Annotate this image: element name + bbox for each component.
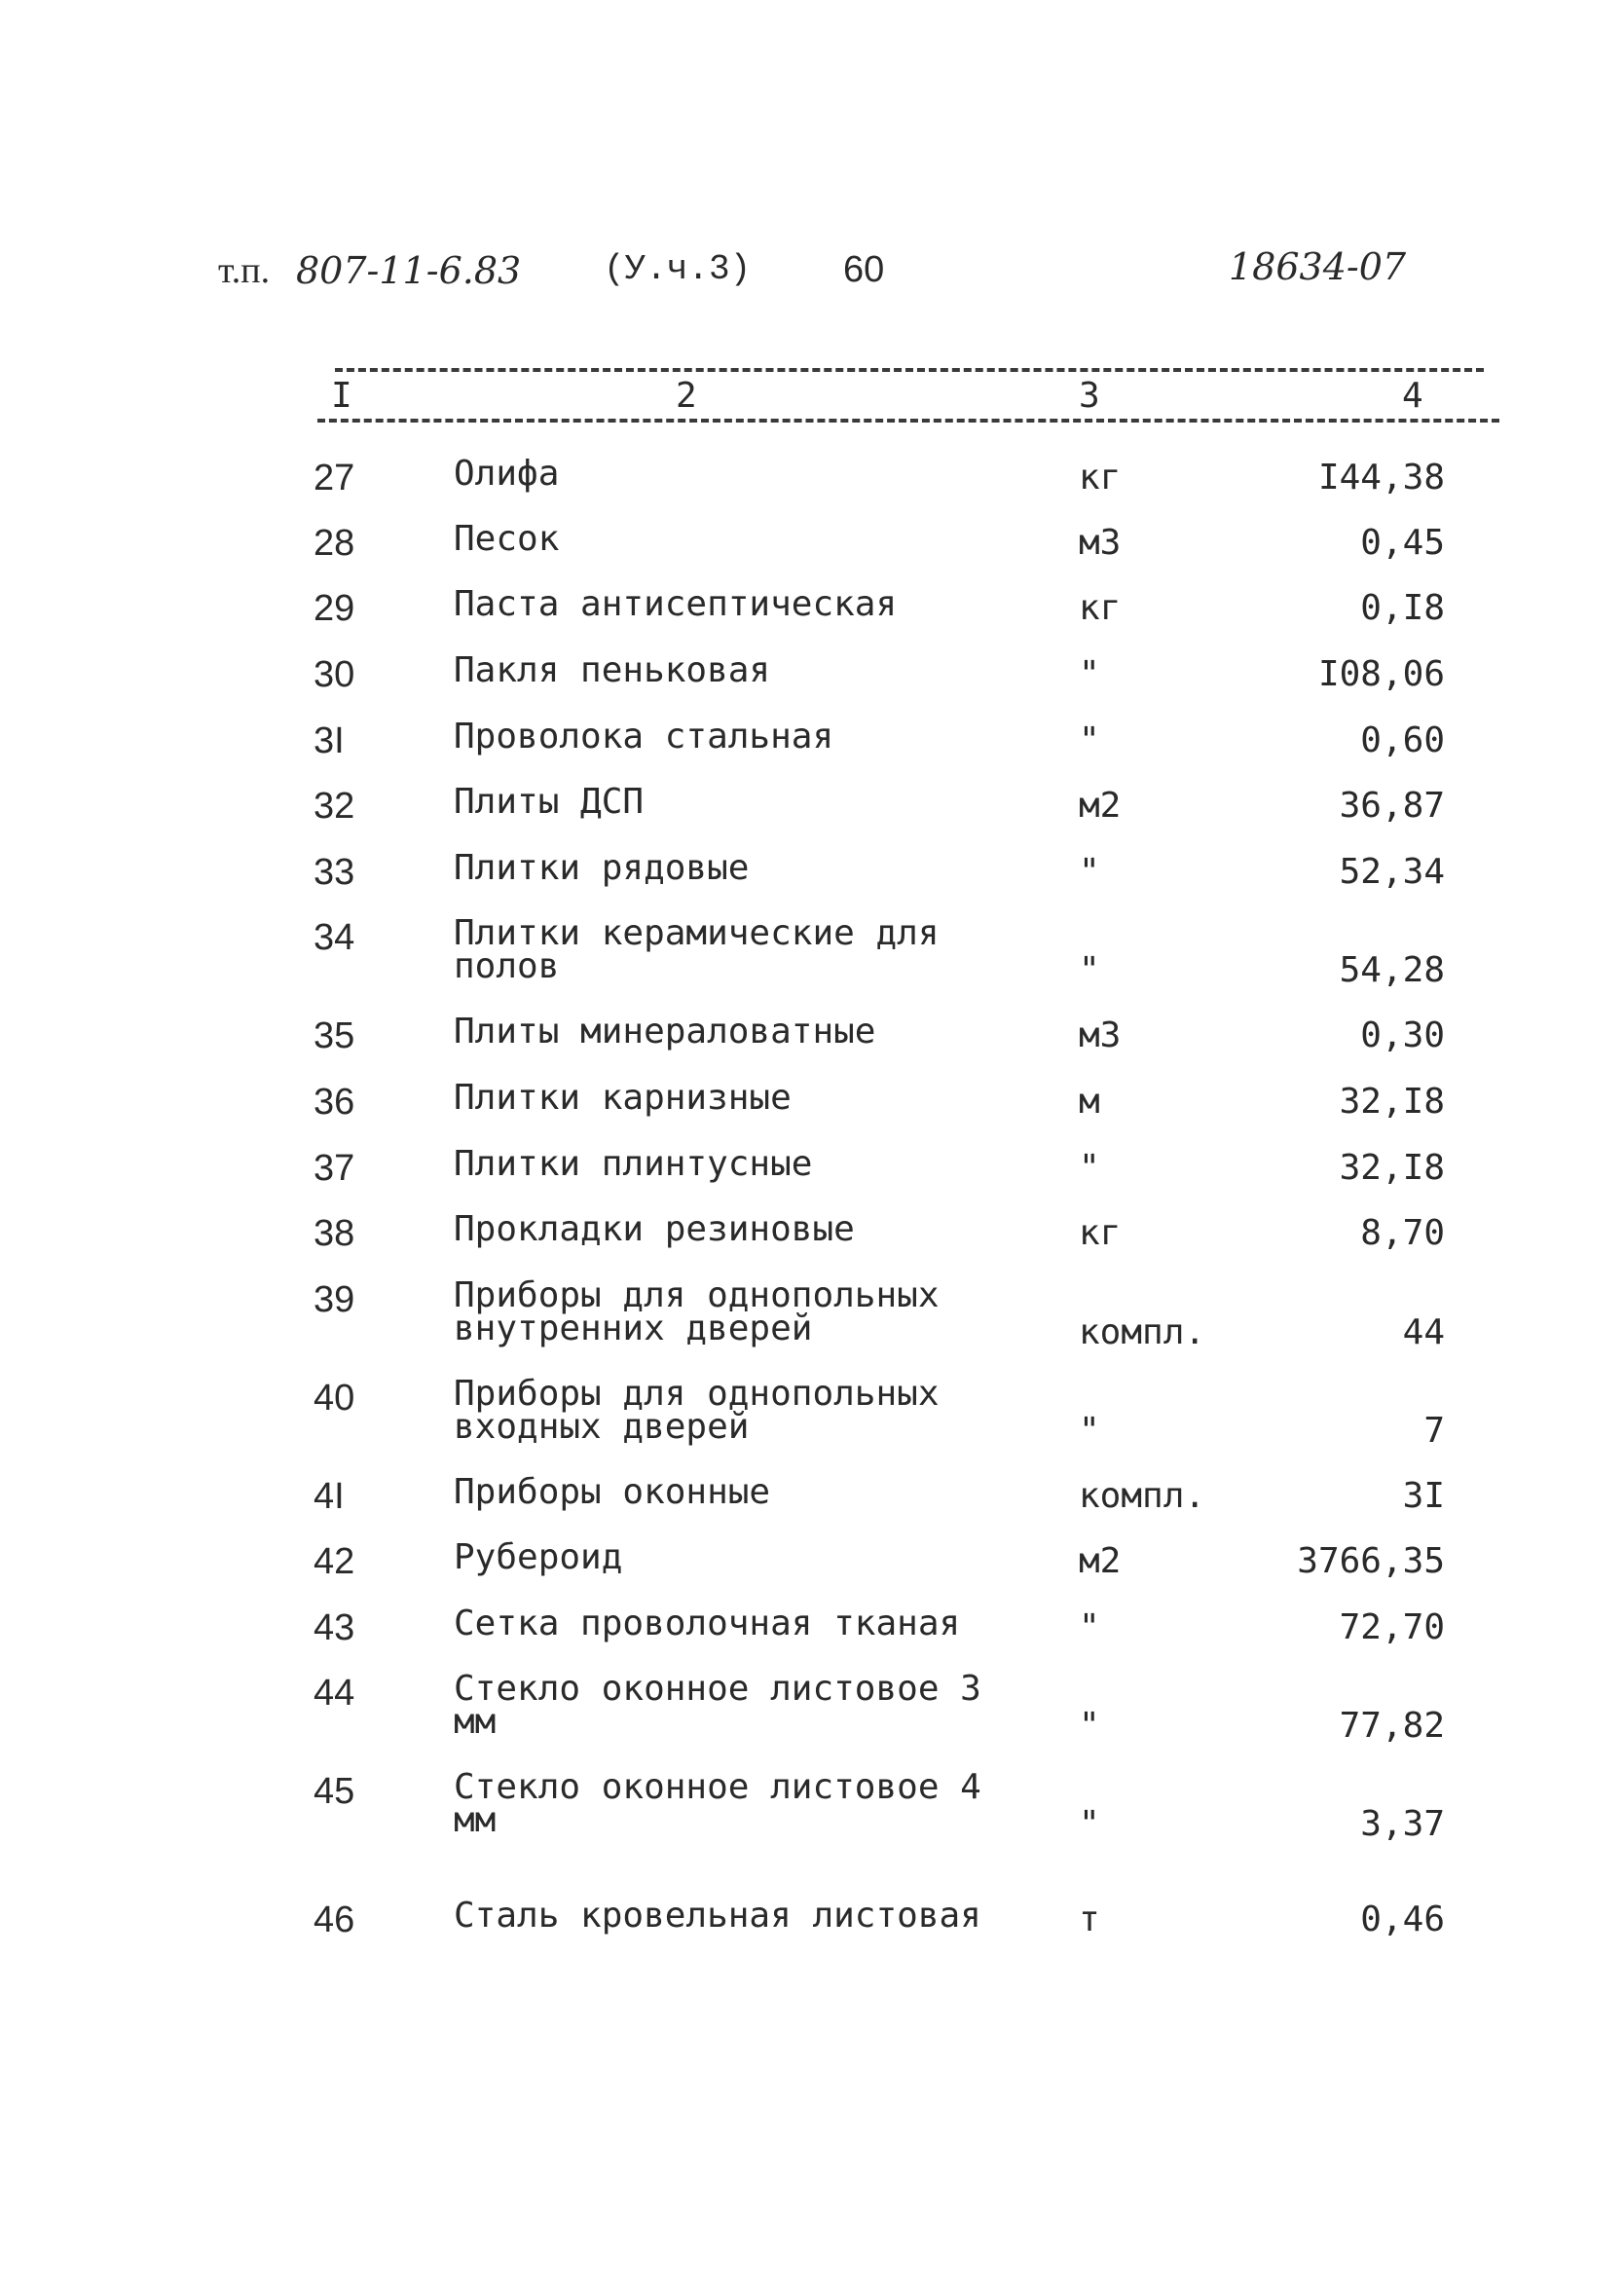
material-name: Приборы для однопольных входных дверей bbox=[454, 1374, 940, 1447]
row-number: 40 bbox=[314, 1378, 355, 1419]
row-number: 28 bbox=[314, 523, 355, 564]
unit: м3 bbox=[1079, 523, 1122, 563]
material-name: Олифа bbox=[454, 454, 560, 494]
row-number: 4I bbox=[314, 1476, 345, 1517]
unit: м2 bbox=[1079, 1541, 1122, 1581]
row-number: 44 bbox=[314, 1673, 355, 1714]
quantity: 77,82 bbox=[1339, 1706, 1445, 1746]
row-number: 42 bbox=[314, 1541, 355, 1582]
unit: кг bbox=[1079, 458, 1122, 498]
header-inventory-number: 18634-07 bbox=[1229, 245, 1407, 288]
quantity: 3766,35 bbox=[1297, 1541, 1445, 1581]
row-number: 36 bbox=[314, 1082, 355, 1123]
quantity: 7 bbox=[1423, 1411, 1445, 1451]
unit: компл. bbox=[1079, 1312, 1206, 1352]
unit: т bbox=[1079, 1900, 1100, 1939]
material-name: Паста антисептическая bbox=[454, 584, 898, 624]
unit: м3 bbox=[1079, 1015, 1122, 1055]
column-number-2: 2 bbox=[676, 376, 697, 416]
material-name: Плитки рядовые bbox=[454, 848, 750, 888]
row-number: 27 bbox=[314, 458, 355, 498]
unit: м2 bbox=[1079, 786, 1122, 826]
row-number: 32 bbox=[314, 786, 355, 827]
material-name: Проволока стальная bbox=[454, 717, 834, 756]
material-name: Стекло оконное листовое 3 мм bbox=[454, 1669, 981, 1742]
material-name: Плитки плинтусные bbox=[454, 1144, 813, 1184]
material-name: Рубероид bbox=[454, 1537, 623, 1577]
unit: " bbox=[1079, 1411, 1100, 1451]
unit: " bbox=[1079, 1148, 1100, 1188]
material-name: Прокладки резиновые bbox=[454, 1209, 855, 1249]
unit: м bbox=[1079, 1082, 1100, 1122]
material-name: Приборы для однопольных внутренних дверей bbox=[454, 1275, 940, 1348]
column-number-1: I bbox=[331, 376, 352, 416]
quantity: I08,06 bbox=[1317, 654, 1445, 694]
quantity: 72,70 bbox=[1339, 1607, 1445, 1647]
row-number: 39 bbox=[314, 1279, 355, 1320]
material-name: Плитки керамические для полов bbox=[454, 913, 940, 986]
row-number: 46 bbox=[314, 1900, 355, 1940]
table-top-rule bbox=[335, 368, 1484, 372]
quantity: 54,28 bbox=[1339, 950, 1445, 990]
quantity: 0,30 bbox=[1360, 1015, 1445, 1055]
quantity: 0,46 bbox=[1360, 1900, 1445, 1939]
unit: " bbox=[1079, 1706, 1100, 1746]
header-doc-code: 807-11-6.83 bbox=[296, 249, 522, 292]
material-name: Приборы оконные bbox=[454, 1472, 771, 1512]
material-name: Плиты ДСП bbox=[454, 782, 645, 822]
row-number: 29 bbox=[314, 588, 355, 629]
unit: " bbox=[1079, 720, 1100, 760]
unit: " bbox=[1079, 1607, 1100, 1647]
quantity: 32,I8 bbox=[1339, 1148, 1445, 1188]
unit: " bbox=[1079, 1804, 1100, 1844]
header-part: (У.ч.3) bbox=[604, 249, 752, 289]
row-number: 30 bbox=[314, 654, 355, 695]
quantity: 3I bbox=[1402, 1476, 1445, 1516]
unit: кг bbox=[1079, 1213, 1122, 1253]
unit: кг bbox=[1079, 588, 1122, 628]
quantity: 36,87 bbox=[1339, 786, 1445, 826]
quantity: 52,34 bbox=[1339, 852, 1445, 892]
header-page-number: 60 bbox=[843, 249, 885, 290]
table-header-rule bbox=[317, 419, 1499, 423]
quantity: 0,I8 bbox=[1360, 588, 1445, 628]
unit: " bbox=[1079, 950, 1100, 990]
row-number: 45 bbox=[314, 1771, 355, 1812]
row-number: 43 bbox=[314, 1607, 355, 1648]
material-name: Плитки карнизные bbox=[454, 1078, 792, 1118]
row-number: 37 bbox=[314, 1148, 355, 1189]
column-number-4: 4 bbox=[1402, 376, 1423, 416]
column-number-3: 3 bbox=[1079, 376, 1100, 416]
quantity: 32,I8 bbox=[1339, 1082, 1445, 1122]
quantity: 0,45 bbox=[1360, 523, 1445, 563]
row-number: 35 bbox=[314, 1015, 355, 1056]
material-name: Песок bbox=[454, 519, 560, 559]
quantity: 44 bbox=[1402, 1312, 1445, 1352]
quantity: I44,38 bbox=[1317, 458, 1445, 498]
unit: " bbox=[1079, 654, 1100, 694]
material-name: Плиты минераловатные bbox=[454, 1012, 876, 1051]
quantity: 3,37 bbox=[1360, 1804, 1445, 1844]
material-name: Сетка проволочная тканая bbox=[454, 1604, 961, 1643]
unit: компл. bbox=[1079, 1476, 1206, 1516]
quantity: 0,60 bbox=[1360, 720, 1445, 760]
material-name: Сталь кровельная листовая bbox=[454, 1896, 981, 1936]
row-number: 33 bbox=[314, 852, 355, 893]
header-prefix: т.п. bbox=[218, 250, 271, 291]
unit: " bbox=[1079, 852, 1100, 892]
row-number: 38 bbox=[314, 1213, 355, 1254]
row-number: 34 bbox=[314, 917, 355, 958]
material-name: Стекло оконное листовое 4 мм bbox=[454, 1767, 981, 1840]
material-name: Пакля пеньковая bbox=[454, 650, 771, 690]
row-number: 3I bbox=[314, 720, 345, 761]
quantity: 8,70 bbox=[1360, 1213, 1445, 1253]
